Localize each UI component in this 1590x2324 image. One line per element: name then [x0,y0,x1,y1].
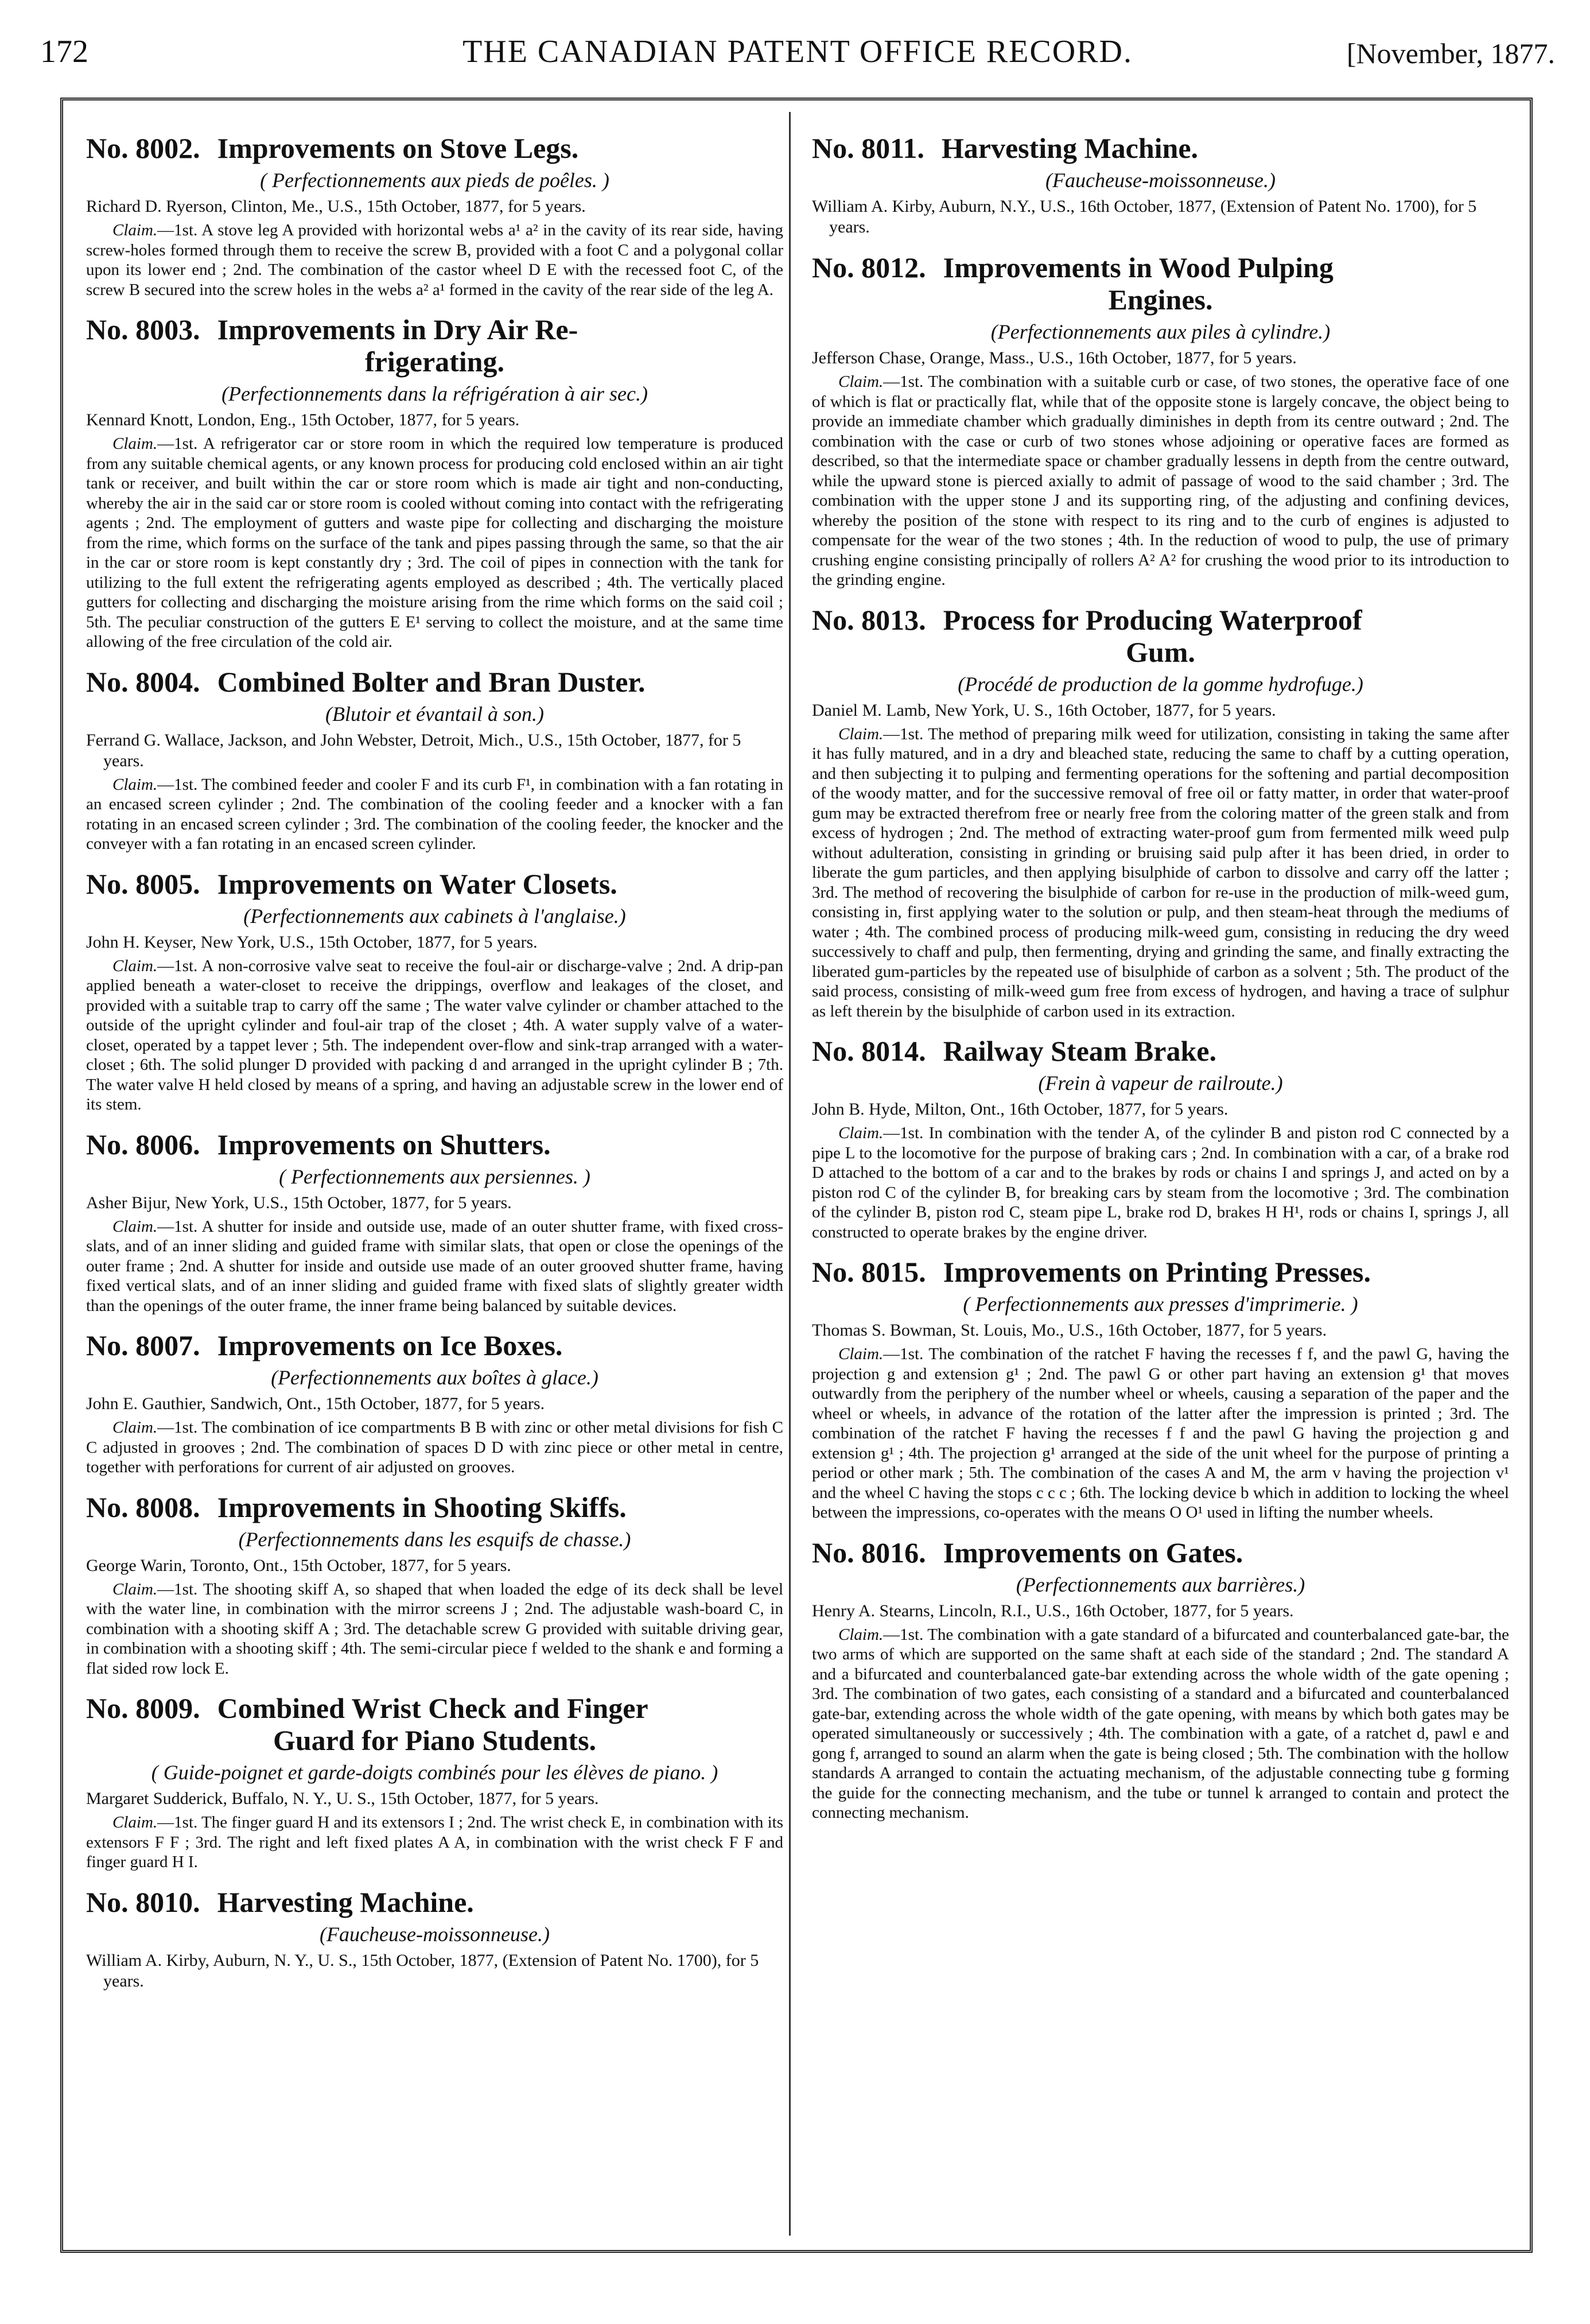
patent-claim [86,220,783,300]
patent-number: No. 8006. [86,1128,200,1161]
patent-entry [86,132,783,300]
patent-title [812,132,1509,164]
claim-text: —1st. The combined feeder and cooler F and its curb F¹, in combination with a fan rotating in an encased screen cylinder ; 2nd. The combination of the cooling feeder and a knocker with a fan rotating in an encased screen cylinder ; 3rd. The combination of the cooling feeder, the knocker and the conveyer with a fan rotating in an encased screen cylinder. [86,775,783,853]
patent-title [86,1329,783,1361]
patent-inventor: Henry A. Stearns, Lincoln, R.I., U.S., 16th October, 1877, for 5 years. [812,1601,1294,1620]
patent-entry [812,1256,1509,1523]
patent-number: No. 8003. [86,313,200,346]
patent-inventor: Thomas S. Bowman, St. Louis, Mo., U.S., 16th October, 1877, for 5 years. [812,1321,1327,1340]
right-column [812,132,1509,1837]
patent-title-text: Improvements in Wood Pulping [943,251,1334,284]
patent-number: No. 8016. [812,1536,926,1569]
patent-inventor: George Warin, Toronto, Ont., 15th October, 1877, for 5 years. [86,1555,511,1575]
patent-french-title: ( Perfectionnements aux persiennes. ) [279,1165,590,1188]
claim-text: —1st. A shutter for inside and outside use, made of an outer shutter frame, with fixed cross-slats, and of an inner sliding and guided frame with similar slats, that open or close the openings of the outer frame ; 2nd. A shutter for inside and outside use made of an outer grooved shutter frame, having fixed vertical slats, and of an inner sliding and guided frame with fixed slats of slightly greater width than the openings of the outer frame, the inner frame being balanced by suitable devices. [86,1217,783,1315]
patent-entry [86,868,783,1115]
patent-claim [86,956,783,1115]
patent-claim [86,434,783,652]
page-frame [60,98,1533,2253]
patent-french-title: (Perfectionnements aux barrières.) [1016,1573,1305,1596]
patent-entry [86,1692,783,1872]
patent-title-text: Improvements in Dry Air Re- [217,313,578,346]
patent-entry [86,666,783,854]
patent-entry [86,1491,783,1679]
patent-entry [812,604,1509,1022]
claim-label: Claim. [838,1124,884,1142]
patent-title-continued: Guard for Piano Students. [273,1724,597,1756]
patent-claim [86,1813,783,1872]
claim-label: Claim. [112,1813,158,1832]
patent-title-text: Improvements on Shutters. [217,1128,551,1161]
claim-text: —1st. A non-corrosive valve seat to receive the foul-air or discharge-valve ; 2nd. A drip-pan applied beneath a water-closet to receive the drippings, overflow and leakages of the closet, and provided with a suitable trap to carry off the same ; The water valve cylinder or chamber attached to the outside of the upright cylinder and foul-air trap of the closet ; 4th. A water supply valve of a water-closet, operated by a tappet lever ; 5th. The independent over-flow and sink-trap arranged with a water-closet ; 6th. The solid plunger D provided with packing d and arranged in the upright cylinder B ; 7th. The water valve H held closed by means of a spring, and having an adjustable screw in the lower end of its stem. [86,956,783,1113]
patent-inventor: Margaret Sudderick, Buffalo, N. Y., U. S., 15th October, 1877, for 5 years. [86,1789,599,1808]
patent-number: No. 8012. [812,251,926,284]
claim-text: —1st. A stove leg A provided with horizontal webs a¹ a² in the cavity of its rear side, having screw-holes formed through them to receive the screw B, provided with a foot C and a polygonal collar upon its lower end ; 2nd. The combination of the castor wheel D E with the recessed foot C, of the screw B secured into the screw holes in the webs a² a¹ formed in the cavity of the rear side of the leg A. [86,221,783,299]
claim-text: —1st. The combination with a suitable curb or case, of two stones, the operative face of one of which is flat or practically flat, while that of the opposite stone is largely concave, the object being to provide an immediate chamber which gradually diminishes in depth from its centre outward ; 2nd. The combination with the case or curb of two stones whose adjoining or operative faces are formed as described, so that the intermediate space or chamber gradually lessens in depth from the centre outward, while the upward stone is pierced axially to admit of passage of wood to the said chamber ; 3rd. The combination with the upper stone J and its supporting ring, of the adjusting and confining devices, whereby the position of the stone with respect to its ring and to the curb of engines is adjusted to compensate for the wear of the two stones ; 4th. In the reduction of wood to pulp, the use of primary crushing engine consisting principally of rollers A² A² for crushing the wood prior to its introduction to the grinding engine. [812,373,1509,589]
patent-entry [86,1886,783,1992]
left-column [86,132,783,2005]
patent-title [812,1537,1509,1569]
patent-french-title: (Perfectionnements aux cabinets à l'anglaise.) [243,904,626,928]
patent-title-text: Harvesting Machine. [941,132,1199,164]
patent-title-text: Improvements in Shooting Skiffs. [217,1491,627,1523]
patent-entry [812,1035,1509,1242]
patent-title-text: Improvements on Gates. [943,1536,1243,1569]
claim-label: Claim. [112,775,158,794]
patent-number: No. 8004. [86,665,200,698]
patent-entry [86,313,783,652]
patent-title-text: Harvesting Machine. [217,1885,474,1918]
patent-title-text: Improvements on Stove Legs. [217,132,579,164]
patent-inventor: Asher Bijur, New York, U.S., 15th October, 1877, for 5 years. [86,1193,512,1212]
claim-label: Claim. [838,373,884,391]
claim-text: —1st. The combination with a gate standard of a bifurcated and counterbalanced gate-bar, the two arms of which are supported on the same shaft at each side of the standard ; 2nd. The standard A and a bifurcated and counterbalanced gate-bar extending across the whole width of the gate opening ; 3rd. The combination of two gates, each consisting of a standard and a bifurcated and counterbalanced gate-bar, extending across the whole width of the gate opening, with means by which both gates may be operated simultaneously or successively ; 4th. The combination with a gate, of a ratchet d, pawl e and gong f, arranged to sound an alarm when the gate is being closed ; 5th. The combination with the hollow standards A arranged to contain the actuating mechanism, of the adjustable connecting tube g forming the guide for the connecting mechanism, and the tube or tunnel k arranged to contain and protect the connecting mechanism. [812,1625,1509,1822]
claim-label: Claim. [112,434,158,453]
patent-entry [812,1537,1509,1823]
patent-title-text: Improvements on Water Closets. [217,867,617,900]
patent-title [812,1256,1509,1288]
patent-inventor: John H. Keyser, New York, U.S., 15th October, 1877, for 5 years. [86,932,538,952]
patent-inventor: Ferrand G. Wallace, Jackson, and John Webster, Detroit, Mich., U.S., 15th October, 1877, for 5 years. [86,730,741,770]
patent-claim [812,1344,1509,1523]
patent-inventor: Daniel M. Lamb, New York, U. S., 16th October, 1877, for 5 years. [812,700,1276,720]
column-divider [789,112,791,2236]
claim-label: Claim. [838,1345,884,1363]
patent-number: No. 8011. [812,132,924,164]
patent-claim [86,1217,783,1316]
patent-inventor: Kennard Knott, London, Eng., 15th October, 1877, for 5 years. [86,410,520,429]
patent-number: No. 8007. [86,1329,200,1361]
claim-text: —1st. The finger guard H and its extensors I ; 2nd. The wrist check E, in combination with its extensors F F ; 3rd. The right and left fixed plates A A, in combination with the wrist check F F and finger guard H I. [86,1813,783,1871]
patent-inventor: William A. Kirby, Auburn, N. Y., U. S., 15th October, 1877, (Extension of Patent No. 1700), for 5 years. [86,1950,759,1991]
patent-title [86,666,783,698]
claim-text: —1st. A refrigerator car or store room in which the required low temperature is produced from any suitable chemical agents, or any known process for producing cold enclosed within an air tight tank or receiver, and built within the car or store room which is made air tight and non-conducting, whereby the air in the said car or store room is cooled without coming into contact with the refrigerating agents ; 2nd. The employment of gutters and waste pipe for collecting and discharging the moisture from the rime, which forms on the surface of the tank and pipes passing through the same, so that the air in the car or store room is kept constantly dry ; 3rd. The coil of pipes in connection with the tank for utilizing to the full extent the refrigerating agents employed as described ; 4th. The vertically placed gutters for collecting and discharging the moisture arising from the rime which forms on the said coil ; 5th. The peculiar construction of the gutters E E¹ serving to collect the moisture, and at the same time allowing of the free circulation of the cold air. [86,434,783,651]
patent-entry [812,251,1509,590]
patent-french-title: ( Guide-poignet et garde-doigts combinés pour les élèves de piano. ) [151,1761,718,1784]
patent-claim [86,1418,783,1477]
patent-claim [812,1625,1509,1823]
patent-inventor: John B. Hyde, Milton, Ont., 16th October, 1877, for 5 years. [812,1100,1229,1119]
patent-title [812,1035,1509,1067]
patent-title-text: Combined Wrist Check and Finger [217,1692,648,1724]
claim-label: Claim. [112,221,158,239]
patent-claim [86,775,783,854]
patent-french-title: (Perfectionnements aux piles à cylindre.) [990,320,1331,343]
patent-number: No. 8005. [86,867,200,900]
page-header [40,29,1555,75]
patent-french-title: (Perfectionnements aux boîtes à glace.) [271,1366,598,1389]
patent-title-continued: frigerating. [365,346,504,378]
patent-french-title: (Frein à vapeur de railroute.) [1038,1072,1283,1095]
patent-entry [812,132,1509,238]
page-number: 172 [40,34,88,69]
patent-french-title: (Faucheuse-moissonneuse.) [320,1922,550,1946]
patent-inventor: Jefferson Chase, Orange, Mass., U.S., 16th October, 1877, for 5 years. [812,348,1297,367]
patent-french-title: ( Perfectionnements aux presses d'imprimerie. ) [963,1293,1358,1316]
claim-label: Claim. [112,1418,158,1437]
patent-inventor: John E. Gauthier, Sandwich, Ont., 15th October, 1877, for 5 years. [86,1394,545,1413]
patent-claim [86,1580,783,1679]
patent-number: No. 8009. [86,1692,200,1724]
patent-title-text: Combined Bolter and Bran Duster. [217,665,646,698]
patent-title [86,132,783,164]
patent-title [86,1886,783,1918]
patent-french-title: (Perfectionnements dans les esquifs de chasse.) [238,1527,631,1551]
claim-label: Claim. [112,956,158,975]
patent-claim [812,724,1509,1022]
patent-entry [86,1128,783,1316]
claim-text: —1st. The combination of ice compartments B B with zinc or other metal divisions for fish C C adjusted in grooves ; 2nd. The combination of spaces D D with zinc piece or other metal in centre, together with perforations for current of air adjusted on grooves. [86,1418,783,1476]
patent-claim [812,1123,1509,1242]
claim-text: —1st. The shooting skiff A, so shaped that when loaded the edge of its deck shall be level with the water line, in combination with the mirror screens J ; 2nd. The adjustable wash-board C, in combination with a shooting skiff A ; 3rd. The detachable screw G provided with suitable driving gear, in combination with a shooting skiff ; 4th. The semi-circular piece f welded to the shank e and forming a flat sided row lock E. [86,1580,783,1678]
patent-title-text: Railway Steam Brake. [943,1035,1216,1067]
patent-french-title: (Perfectionnements dans la réfrigération à air sec.) [221,382,648,405]
patent-number: No. 8010. [86,1885,200,1918]
patent-title-text: Improvements on Printing Presses. [943,1256,1371,1288]
patent-french-title: (Procédé de production de la gomme hydrofuge.) [958,672,1363,696]
patent-claim [812,372,1509,590]
patent-title [86,313,783,378]
patent-title-continued: Gum. [1126,635,1195,668]
patent-inventor: William A. Kirby, Auburn, N.Y., U.S., 16th October, 1877, (Extension of Patent No. 1700), for 5 years. [812,197,1477,236]
patent-french-title: (Blutoir et évantail à son.) [325,702,544,725]
claim-label: Claim. [838,1625,884,1644]
claim-label: Claim. [112,1217,158,1236]
patent-title [86,1692,783,1756]
patent-number: No. 8014. [812,1035,926,1067]
patent-title [86,1128,783,1161]
patent-title-text: Improvements on Ice Boxes. [217,1329,563,1361]
publication-title: THE CANADIAN PATENT OFFICE RECORD. [462,34,1133,69]
patent-title [812,251,1509,316]
patent-entry [86,1329,783,1477]
patent-title [812,604,1509,668]
patent-number: No. 8002. [86,132,200,164]
patent-title [86,868,783,900]
issue-date: [November, 1877. [1346,37,1555,69]
claim-label: Claim. [838,724,884,743]
patent-number: No. 8013. [812,603,926,636]
patent-french-title: (Faucheuse-moissonneuse.) [1045,169,1276,192]
claim-label: Claim. [112,1580,158,1599]
claim-text: —1st. The method of preparing milk weed for utilization, consisting in taking the same after it has fully matured, and in a dry and bleached state, reducing the same to chaff by a cutting operation, and then subjecting it to pulping and fermenting operations for the softening and partial decomposition of the woody matter, and for the successive removal of free oil or fatty matter, in order that water-proof gum may be extracted therefrom free or nearly free from the coloring matter of the green stalk and from excess of hydrogen ; 2nd. The method of extracting water-proof gum from fermented milk weed pulp without adulteration, consisting in grinding or bruising said pulp after it has been dried, in order to liberate the gum particles, and then applying bisulphide of carbon to dissolve and carry off the latter ; 3rd. The method of recovering the bisulphide of carbon for re-use in the production of milk-weed gum, consisting in, first applying water to the solution or pulp, and then steam-heat through the mediums of water ; 4th. The combined process of producing milk-weed gum, consisting in reducing the dry weed successively to chaff and pulp, then fermenting, drying and grinding the same, and finally extracting the liberated gum-particles by the repeated use of bisulphide of carbon as a solvent ; 5th. The product of the said process, consisting of milk-weed gum free from excess of hydrogen, and having a trace of sulphur as left therein by the bisulphide of carbon used in its extraction. [812,724,1509,1021]
patent-inventor: Richard D. Ryerson, Clinton, Me., U.S., 15th October, 1877, for 5 years. [86,197,586,216]
patent-title [86,1491,783,1523]
patent-title-continued: Engines. [1108,284,1213,316]
patent-number: No. 8015. [812,1256,926,1288]
patent-title-text: Process for Producing Waterproof [943,603,1362,636]
patent-number: No. 8008. [86,1491,200,1523]
patent-french-title: ( Perfectionnements aux pieds de poêles. ) [260,169,609,192]
claim-text: —1st. In combination with the tender A, of the cylinder B and piston rod C connected by a pipe L to the locomotive for the purpose of braking cars ; 2nd. In combination with a car, of a brake rod D attached to the bottom of a car and to the brakes by rods or chains I and springs J, and acted on by a piston rod C of the cylinder B, for breaking cars by steam from the locomotive ; 3rd. The combination of the cylinder B, piston rod C, steam pipe L, brake rod D, brakes H H¹, rods or chains I, springs J, all constructed to operate brakes by the engine driver. [812,1124,1509,1241]
claim-text: —1st. The combination of the ratchet F having the recesses f f, and the pawl G, having the projection g and extension g¹ ; 2nd. The pawl G or other part having an extension g¹ that moves outwardly from the periphery of the number wheel or wheels, causing a separation of the paper and the wheel or wheels, in advance of the rotation of the latter after the impression is printed ; 3rd. The combination of the ratchet F having the recesses f f and the pawl G having the projection g and extension g¹ ; 4th. The projection g¹ arranged at the side of the unit wheel for the purpose of printing a period or other mark ; 5th. The combination of the cases A and M, the arm v having the projection v¹ and the wheel C having the stops c c c ; 6th. The locking device b which in addition to locking the wheel between the impressions, co-operates with the means O O¹ used in lifting the number wheels. [812,1345,1509,1522]
